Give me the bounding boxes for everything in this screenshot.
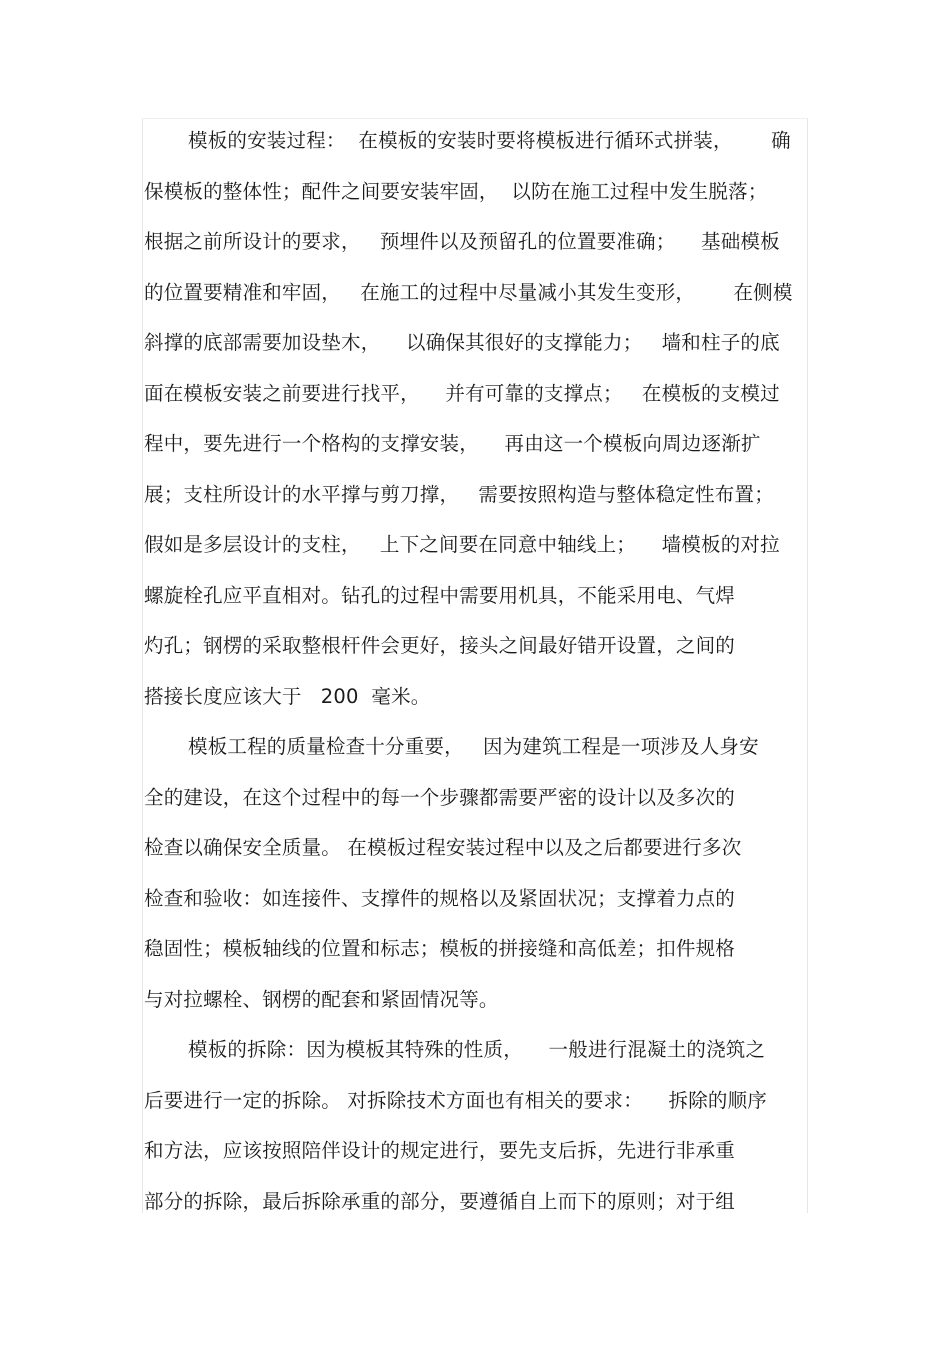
text-line: 斜撑的底部需要加设垫木， 以确保其很好的支撑能力； 墙和柱子的底 [144,331,780,354]
text-line: 程中，要先进行一个格构的支撑安装， 再由这一个模板向周边逐渐扩 [144,432,761,455]
text-line: 后要进行一定的拆除。 对拆除技术方面也有相关的要求： 拆除的顺序 [144,1088,767,1112]
text-line: 保模板的整体性；配件之间要安装牢固， 以防在施工过程中发生脱落； [144,179,768,203]
text-line: 搭接长度应该大于 200 毫米。 [144,684,431,708]
text-line: 检查以确保安全质量。 在模板过程安装过程中以及之后都要进行多次 [144,836,742,859]
text-line: 稳固性；模板轴线的位置和标志；模板的拼接缝和高低差；扣件规格 [144,937,736,960]
text-line: 面在模板安装之前要进行找平， 并有可靠的支撑点； 在模板的支模过 [144,381,780,405]
text-line: 根据之前所设计的要求， 预埋件以及预留孔的位置要准确； 基础模板 [144,230,780,253]
text-line: 部分的拆除，最后拆除承重的部分，要遵循自上而下的原则；对于组 [144,1189,736,1213]
paragraph-first-line: 模板工程的质量检查十分重要， 因为建筑工程是一项涉及人身安 [188,735,759,758]
text-line: 螺旋栓孔应平直相对。钻孔的过程中需要用机具，不能采用电、气焊 [144,583,736,607]
text-line: 灼孔；钢楞的采取整根杆件会更好，接头之间最好错开设置，之间的 [144,634,736,657]
text-line: 和方法，应该按照陪伴设计的规定进行，要先支后拆，先进行非承重 [144,1139,736,1162]
text-line: 全的建设，在这个过程中的每一个步骤都需要严密的设计以及多次的 [144,785,736,809]
text-line: 的位置要精准和牢固， 在施工的过程中尽量减小其发生变形， 在侧模 [144,280,793,304]
document-body [144,121,808,1232]
text-line: 展；支柱所设计的水平撑与剪刀撑， 需要按照构造与整体稳定性布置； [144,482,774,506]
paragraph-first-line: 模板的安装过程： 在模板的安装时要将模板进行循环式拼装， 确 [188,129,791,152]
paragraph-first-line: 模板的拆除：因为模板其特殊的性质， 一般进行混凝土的浇筑之 [188,1038,766,1061]
text-line: 检查和验收：如连接件、支撑件的规格以及紧固状况；支撑着力点的 [144,886,736,910]
text-line: 假如是多层设计的支柱， 上下之间要在同意中轴线上； 墙模板的对拉 [144,533,780,556]
text-line: 与对拉螺栓、钢楞的配套和紧固情况等。 [144,987,499,1011]
